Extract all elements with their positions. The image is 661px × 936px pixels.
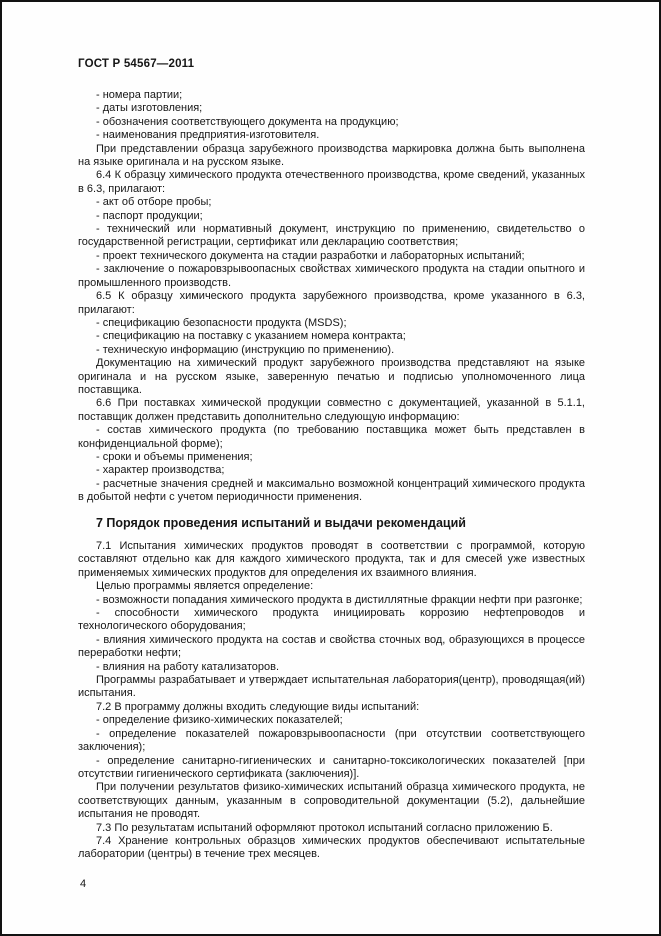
list-item: - возможности попадания химического продукта в дистиллятные фракции нефти при разгонке; [96,593,583,606]
document-content [78,89,585,862]
list-item: - спецификацию на поставку с указанием номера контракта; [96,330,406,343]
list-item: - обозначения соответствующего документа на продукцию; [96,115,399,128]
list-item: - влияния химического продукта на состав и свойства сточных вод, образующихся в процессе переработки нефти; [78,633,585,660]
list-item: - проект технического документа на стадии разработки и лабораторных испытаний; [96,249,525,262]
list-item: - номера партии; [96,89,183,101]
list-item: - определение физико-химических показателей; [96,714,343,727]
list-item: - сроки и объемы применения; [96,450,253,463]
paragraph: 6.5 К образцу химического продукта зарубежного производства, кроме указанного в 6.3, прилагают: [78,290,585,316]
paragraph: 6.6 При поставках химической продукции совместно с документацией, указанной в 5.1.1, поставщик должен представить дополнительно следующую информацию: [78,397,585,423]
paragraph: 6.4 К образцу химического продукта отечественного производства, кроме сведений, указанных в 6.3, прилагают: [78,169,585,195]
list-item: - характер производства; [96,464,225,477]
list-item: - техническую информацию (инструкцию по применению). [96,343,395,356]
list-item: - даты изготовления; [96,102,203,115]
section-heading: 7 Порядок проведения испытаний и выдачи рекомендаций [96,515,466,530]
paragraph: При представлении образца зарубежного производства маркировка должна быть выполнена на языке оригинала и на русском языке. [78,142,585,169]
paragraph: При получении результатов физико-химических испытаний образца химического продукта, не соответствующих данным, указанным в сопроводительной документации (5.2), дальнейшие испытания не проводят. [78,781,585,821]
list-item: - определение показателей пожаровзрывоопасности (при отсутствии соответствующего заключения); [78,727,585,754]
list-item: - определение санитарно-гигиенических и санитарно-токсикологических показателей [при отсутствии гигиенического сертификата (заключения)]. [78,754,585,780]
list-item: - наименования предприятия-изготовителя. [96,129,320,142]
list-item: - заключение о пожаровзрывоопасных свойствах химического продукта на стадии опытного и промышленного производств. [78,263,585,289]
list-item: - способности химического продукта инициировать коррозию нефтепроводов и технологического оборудования; [78,607,585,633]
list-item: - спецификацию безопасности продукта (MSDS); [96,316,347,329]
list-item: - влияния на работу катализаторов. [96,660,280,673]
paragraph: Документацию на химический продукт зарубежного производства представляют на языке оригинала и на русском языке, заверенную печатью и подписью уполномоченного лица поставщика. [78,357,585,396]
list-item: - акт об отборе пробы; [96,196,212,209]
document-header: ГОСТ Р 54567—2011 [78,58,195,70]
list-item: - расчетные значения средней и максимально возможной концентраций химического продукта в добытой нефти с учетом периодичности применения. [78,477,585,504]
paragraph: 7.2 В программу должны входить следующие виды испытаний: [96,700,420,713]
paragraph: Программы разрабатывает и утверждает испытательная лаборатория(центр), проводящая(ий) испытания. [78,674,585,700]
paragraph: 7.4 Хранение контрольных образцов химических продуктов обеспечивают испытательные лаборатории (центры) в течение трех месяцев. [78,834,585,861]
paragraph: 7.1 Испытания химических продуктов проводят в соответствии с программой, которую составляют отдельно как для каждого химического продукта, так и для смесей уже известных применяемых химических продуктов для определения их взаимного влияния. [78,540,585,579]
list-item: - паспорт продукции; [96,209,203,222]
paragraph: 7.3 По результатам испытаний оформляют протокол испытаний согласно приложению Б. [96,821,553,834]
page-number: 4 [80,878,87,890]
list-item: - состав химического продукта (по требованию поставщика может быть представлен в конфиденциальной форме); [78,424,585,450]
list-item: - технический или нормативный документ, инструкцию по применению, свидетельство о государственной регистрации, сертификат или декларацию соответствия; [78,223,585,249]
paragraph: Целью программы является определение: [96,580,314,593]
